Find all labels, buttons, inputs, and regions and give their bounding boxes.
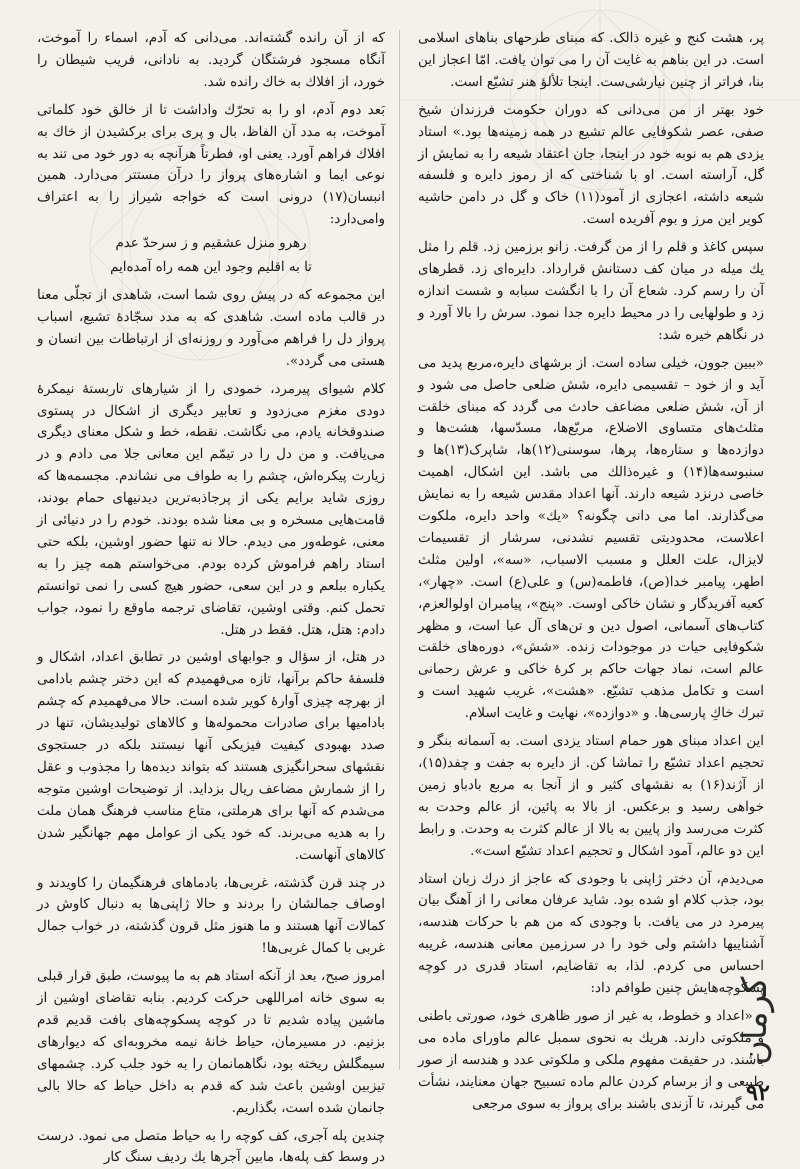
paragraph: بَعد دوم آدم، او را به تحرّك واداشت تا از خالق خود کلماتی آموخت، به مدد آن الفاظ، بال و پری برای برکشیدن از خاك به افلاك فراهم آورد. یعنی او، فطرتاً هرآنچه به دور خود می تند به نوعی ایما و اشاره‌های پرواز را درآن مستتر می‌دارد. همین انبسان(۱۷) درونی است که خواجه شیراز را به اعتراف وامی‌دارد: (37, 100, 385, 231)
poem-verse: تا به اقلیم وجود این همه راه آمده‌ایم (37, 257, 385, 279)
paragraph: امروز صبح، بعد از آنکه استاد هم به ما پیوست، طبق قرار قبلی به سوی خانه امراللهی حرکت کردیم. بنابه تقاضای اوشین از ماشین پیاده شدیم تا در کوچه پسکوچه‌های بافت قدیم قدم بزنیم. در مسیرمان، حیاط خانهٔ نیمه مخروبه‌ای که دیوارهای سیمگلش ریخته بود، نگاهمانمان را به خود جلب کرد. چشمهای تیزبین اوشین باعث شد که قدم به داخل حیاط که حالا بالی جانمان شده است، بگذاریم. (37, 966, 385, 1119)
magazine-logo: کرمان (735, 990, 787, 1065)
paragraph: سپس کاغذ و قلم را از من گرفت. زانو برزمین زد. قلم را مثل یك میله در میان کف دستانش قرارداد. دایره‌ای زد. قطرهای آن را رسم کرد. شعاع آن را با انگشت سبابه و شست اندازه زد و طولهایی را در محیط دایره جدا نمود. سرش را بالا آورد و در نگاهم خیره شد: (418, 237, 764, 347)
right-column (418, 28, 764, 1078)
paragraph: در هتل، از سؤال و جوابهای اوشین در تطابق اعداد، اشکال و فلسفهٔ حاکم برآنها، تازه می‌فهمیدم که این دختر چشم بادامی از بهرچه چیزی آوارهٔ کویر شده است. حالا می‌فهمیدم که چشم بادامیها برای صادرات محموله‌ها و کالاهای تولیدیشان، تنها در صدد بهبودی کیفیت فیزیکی آنها نیستند بلکه در جستجوی نقشهای سحرانگیزی هستند که بتواند دیده‌ها را مجذوب و عقل را از شمارش مضاعف ریال بزداید. از توضیحات اوشین متوجه می‌شدم که آنها برای هرملتی، متاع مناسب فرهنگ همان ملت را به هدیه می‌برند. که خود یکی از عوامل مهم جهانگیر شدن کالاهای آنهاست. (37, 647, 385, 866)
paragraph: کلام شیوای پیرمرد، خمودی را از شیارهای تاربستهٔ نیمکرهٔ دودی مغزم می‌زدود و تعابیر دیگری از اشکال در پستوی صندوقخانه‌ یادم، می نگاشت. نقطه، خط و شکل معنای دیگری می‌یافت. و من دل را در تیمّم این معانی جلا می دادم و در زیارت پیکره‌اش، چشم را به طواف می نشاندم. مجسمه‌ها که روزی شاید برایم یکی از پرجاذبه‌ترین دیدنیهای حمام بودند، قامت‌هایی مسخره و بی معنا شده بودند. خودم را در دنیائی از معنی، غوطه‌ور می دیدم. حالا نه تنها حضور اوشین، بلکه حتی استاد راهم فراموش کرده بودم. می‌خواستم همه چیز را به یکباره ببلعم و در این سعی، حضور هیچ کسی را نمی توانستم تحمل کنم. وقتی اوشین، تقاضای ترجمه ماوقع را نمود، جواب دادم: هتل، هتل. فقط در هتل. (37, 379, 385, 642)
paragraph: که از آن رانده گشته‌اند. می‌دانی که آدم، اسماء را آموخت، آنگاه مسجود فرشتگان گردید. به نادانی، فریب شیطان را خورد، از افلاك به خاك رانده شد. (37, 28, 385, 94)
page-number: ۹۲ (735, 1080, 781, 1106)
paragraph: – «اعداد و خطوط، به غیر از صور ظاهری خود، صورتی باطنی و ملکوتی دارند. هریك به نحوی سمبل عالم ماورای ماده می باشند. در حقیقت مفهوم ملکی و ملکوتی عدد و هندسه از صور طبیعی و از برسام کردن عالم ماده تسبیح جهان معنایند، نشأت می گیرند، تا آزندی باشند برای پرواز به سوی مرجعی (418, 1006, 764, 1116)
paragraph: می‌دیدم، آن دختر ژاپنی با وجودی که عاجز از درك زبان استاد بود، جذب کلام او شده بود. شاید عرفان معانی را از آهنگ بیان پیرمرد در می یافت. با وجودی که من هم با حرکات هندسه، آشناییها داشتم ولی خود را در سرزمین معانی هندسه، غریبه احساس می کردم. لذا، به تقاضایم، استاد قدری در کوچه پسکوچه‌هایش چنین طوافم داد: (418, 869, 764, 1000)
paragraph: در چند قرن گذشته، غربی‌ها، بادماهای فرهنگیمان را کاویدند و اوصاف جمالشان را بردند و حالا ژاپنی‌ها به دنبال کاوش در کمالات آنها هستند و ما هنوز مثل قرون گذشته، در خواب جمال غربی‌ با کمال غربی‌ها! (37, 873, 385, 961)
paragraph: «ببین جوون، خیلی ساده است. از برشهای دایره،مربع پدید می آید و از خود – تقسیمی دایره، شش ضلعی حاصل می شود و از آن، شش ضلعی مضاعف حادث می گردد که مبنای خلقت مثلث‌های متساوی الاضلاع، مربّع‌ها، مسدّسها، هشت‌ها و دوازده‌ها و ستاره‌ها، پرها، سوسنی(۱۲)ها، شاپرک(۱۳)ها و سنبوسه‌ها(۱۴) و غیره‌ذالك می باشد. این اشکال، اهمیت خاصی درنزد شیعه دارند. آنها اعداد مقدس شیعه را به نمایش می‌گذارند. اما می دانی چگونه؟ «یك» واحد دایره، ملکوت اعلاست، محدودیتی تقسیم نشدنی، سرشار از تقسیمات لایزال، علت العلل و مسبب الاسباب، «سه»، اولین مثلث اطهر، پیامبر خدا(ص)، فاطمه(س) و علی(ع) است. «چهار»، کعبه آفریدگار و نشان خاکی اوست. «پنج»، پیامبران اولوالعزم، کتاب‌های آسمانی، اصول دین و تن‌های آل عبا است، و مظهر شکوفایی حیات در موجودات زنده. «شش»، دوره‌های خلقت عالم است، نماد جهات حاکم بر کرهٔ خاکی و عرش رحمانی است و تکامل مذهب تشیّع. «هشت»، غریب شهید است و تبرك خاكِ پارسی‌ها. و «دوازده»، نهایت و غایت اسلام. (418, 353, 764, 725)
paragraph: این مجموعه که در پیش روی شما است، شاهدی از تجلّی معنا در قالب ماده است. شاهدی که به مدد سجّادهٔ تشیع، اسباب پرواز دل را فراهم می‌آورد و روزنه‌ای از ارتباطات بین انسان و هستی می گردد». (37, 285, 385, 373)
left-column (37, 28, 385, 1078)
paragraph: چندین پله آجری، کف کوچه را به حیاط متصل می نمود. درست در وسط کف پله‌ها، مابین آجرها یك ردیف سنگ کار (37, 1126, 385, 1169)
paragraph: خود بهتر از من می‌دانی که دوران حکومت فرزندان شیخ صفی، عصر شکوفایی عالم تشیع در همه زمینه‌ها بود.» استاد یزدی هم به نوبه خود در اینجا، جان اعتقاد شیعه را به نمایش از گل، آراسته است. او با شناختی که از رموز دایره و فلسفه شیعه داشته، اعجازی از آمود(۱۱) خاک و گل در دامن حاشیه کویر این مرز و بوم آفریده است. (418, 100, 764, 231)
column-divider (399, 30, 400, 1070)
paragraph: پر، هشت کنج و غیره ذالک. که مبنای طرحهای بناهای اسلامی است. در این بناهم به غایت آن را می توان یافت. امّا اعجاز این بنا، فراتر از چنین نیارشی‌ست. اینجا تلألؤ هنر تشیّع است. (418, 28, 764, 94)
paragraph: این اعداد مبنای هور حمام استاد یزدی است. به آسمانه بنگر و تحجیم اعداد تشیّع را تماشا کن. از دایره به جفت و چفد(۱۵)، از آژند(۱۶) به نقشهای کثیر و از آنجا به مربع بادباو زمین خواهی رسید و برعکس. از بالا به پائین، از عالم وحدت به کثرت می‌رسد واز پایین به بالا از عالم کثرت به وحدت. و رابط این دو عالم، آمود اشکال و تحجیم اعداد تشیّع است». (418, 731, 764, 862)
poem-verse: رهرو منزل عشقیم و ز سرحدّ عدم (37, 233, 385, 255)
